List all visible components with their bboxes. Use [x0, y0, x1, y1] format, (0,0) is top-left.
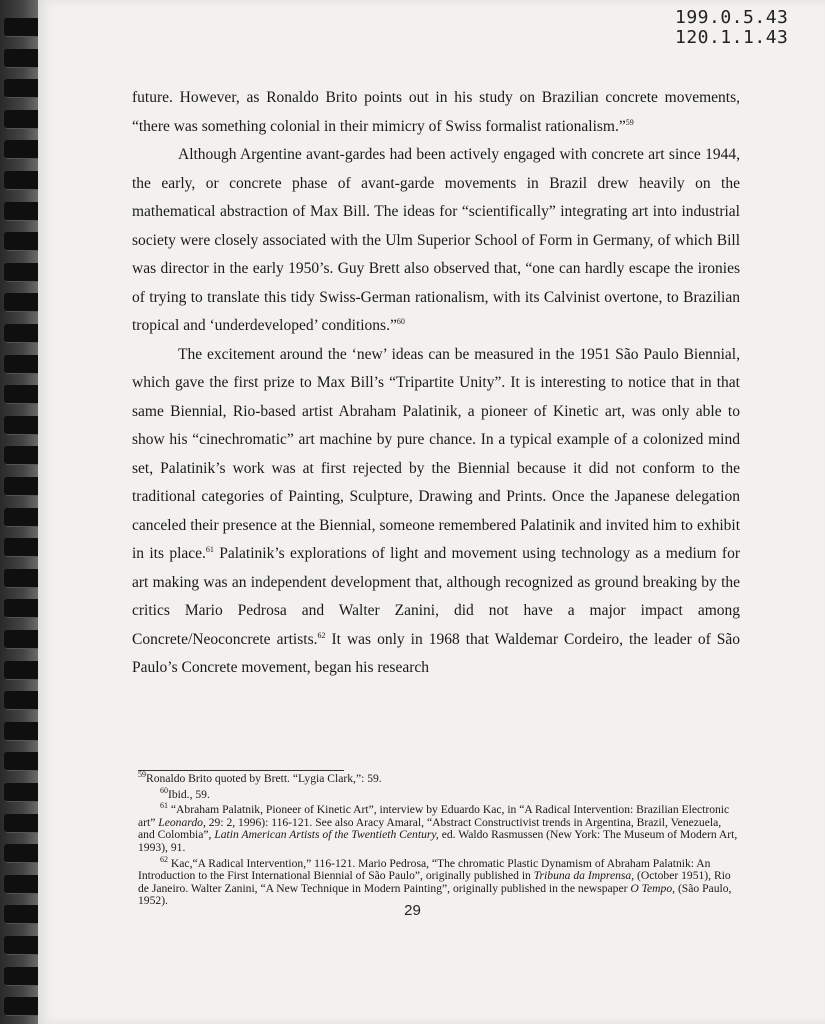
footnote-62-text-post: (São Paulo, 1952). [138, 881, 732, 908]
footnote-ref-62: 62 [317, 630, 326, 640]
footnote-61-italic-2: Latin American Artists of the Twentieth Century, [214, 828, 439, 842]
footnote-61-number: 61 [160, 801, 168, 811]
footnote-61-text-post: ed. Waldo Rasmussen (New York: The Museum of Modern Art, 1993), 91. [138, 828, 738, 854]
footnote-59-number: 59 [138, 770, 146, 780]
body-text [132, 84, 740, 683]
footnote-ref-59: 59 [625, 117, 634, 127]
footnote-separator [138, 770, 344, 771]
handwritten-catalog-note [675, 7, 789, 48]
footnote-ref-61: 61 [205, 544, 214, 554]
paragraph-3-text-b: Palatinik’s explorations of light and movement using technology as a medium for art making was an independent development that, although recognized as ground breaking by the critics Mario Pedrosa and Walter Zanini, did not have a major impact among Concrete/Neoconcrete artists. [132, 545, 740, 648]
footnote-59-text: Ronaldo Brito quoted by Brett. “Lygia Clark,”: 59. [146, 772, 382, 785]
paragraph-2 [132, 141, 740, 341]
footnote-60 [138, 785, 740, 802]
footnotes [138, 770, 740, 911]
handwritten-line-2: 120.1.1.43 [675, 27, 789, 48]
footnote-61-italic-1: Leonardo, [158, 815, 206, 829]
footnote-62-italic-2: O Tempo, [630, 881, 676, 895]
paragraph-3-text-a: The excitement around the ‘new’ ideas can be measured in the 1951 São Paulo Biennial, which gave the first prize to Max Bill’s “Tripartite Unity”. It is interesting to notice that in that same Biennial, Rio-based artist Abraham Palatinik, a pioneer of Kinetic art, was only able to show his “cinechromatic” art machine by pure chance. In a typical example of a colonized mind set, Palatinik’s work was at first rejected by the Biennial because it did not conform to the traditional categories of Painting, Sculpture, Drawing and Prints. Once the Japanese delegation canceled their presence at the Biennial, someone remembered Palatinik and invited him to exhibit in its place. [132, 345, 740, 562]
footnote-60-text: Ibid., 59. [168, 787, 210, 801]
footnote-61 [138, 801, 740, 854]
footnote-59 [138, 770, 740, 786]
footnote-62-text-mid: (October 1951), Rio de Janeiro. Walter Zanini, “A New Technique in Modern Painting”, originally published in the newspaper [138, 869, 731, 895]
footnote-61-text-pre: “Abraham Palatnik, Pioneer of Kinetic Art”, interview by Eduardo Kac, in “A Radical Intervention: Brazilian Electronic art” [138, 803, 730, 829]
footnote-61-text-mid: 29: 2, 1996): 116-121. See also Aracy Amaral, “Abstract Constructivist trends in Argentina, Brazil, Venezuela, and Colombia”, [138, 815, 722, 842]
handwritten-line-1: 199.0.5.43 [675, 7, 789, 28]
footnote-62-italic-1: Tribuna da Imprensa, [533, 869, 635, 883]
footnote-62-number: 62 [160, 854, 168, 864]
footnote-60-number: 60 [160, 785, 168, 795]
paragraph-1 [132, 84, 740, 141]
paragraph-3-text-c: It was only in 1968 that Waldemar Cordeiro, the leader of São Paulo’s Concrete movement, began his research [132, 630, 740, 676]
footnote-62 [138, 854, 740, 908]
footnote-ref-60: 60 [396, 316, 405, 326]
paragraph-3 [132, 341, 740, 683]
footnote-62-text-pre: Kac,“A Radical Intervention,” 116-121. Mario Pedrosa, “The chromatic Plastic Dynamism of Abraham Palatnik: An Introduction to the First International Biennial of São Paulo”, originally published in [138, 856, 711, 883]
page-number: 29 [404, 902, 421, 919]
paragraph-2-text: Although Argentine avant-gardes had been actively engaged with concrete art since 1944, the early, or concrete phase of avant-garde movements in Brazil drew heavily on the mathematical abstraction of Max Bill. The ideas for “scientifically” integrating art into industrial society were closely associated with the Ulm Superior School of Form in Germany, of which Bill was director in the early 1950’s. Guy Brett also observed that, “one can hardly escape the ironies of trying to translate this tidy Swiss-German rationalism, with its Calvinist overtone, to Brazilian tropical and ‘underdeveloped’ conditions.” [132, 146, 740, 334]
paragraph-1-text: future. However, as Ronaldo Brito points out in his study on Brazilian concrete movements, “there was something colonial in their mimicry of Swiss formalist rationalism.” [132, 89, 740, 135]
